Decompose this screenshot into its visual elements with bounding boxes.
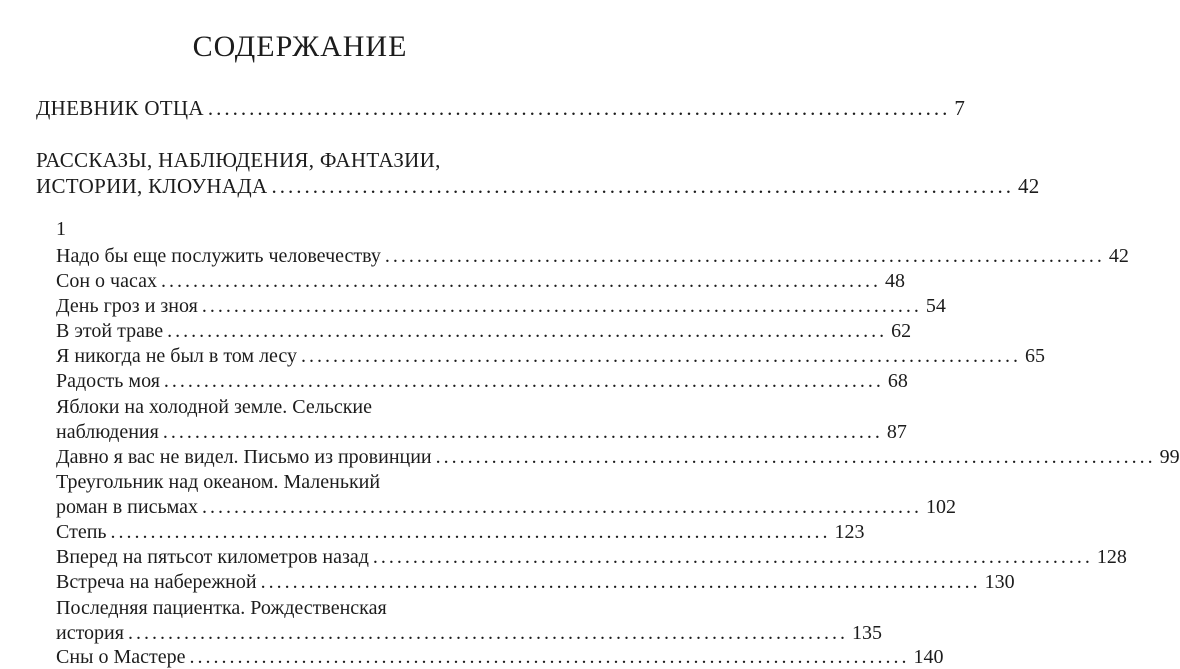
toc-part-title: ДНЕВНИК ОТЦА bbox=[36, 96, 204, 120]
toc-entry-title: история bbox=[56, 622, 124, 644]
toc-entry bbox=[56, 622, 882, 645]
leader-dots: .......................................................................................... bbox=[110, 521, 831, 543]
toc-entry-title-line: Яблоки на холодной земле. Сельские bbox=[56, 396, 372, 418]
leader-dots: .......................................................................................... bbox=[271, 174, 1014, 198]
toc-page-number: 128 bbox=[1096, 546, 1127, 568]
toc-entry-title: Степь bbox=[56, 521, 107, 543]
leader-dots: .......................................................................................... bbox=[207, 96, 951, 120]
leader-dots: .......................................................................................... bbox=[384, 245, 1105, 267]
toc-entry bbox=[56, 646, 944, 669]
toc-part-title: ИСТОРИИ, КЛОУНАДА bbox=[36, 174, 268, 198]
toc-page-number: 102 bbox=[925, 496, 956, 518]
leader-dots: .......................................................................................... bbox=[201, 295, 922, 317]
toc-entry bbox=[56, 245, 1129, 268]
toc-entry bbox=[56, 521, 865, 544]
toc-page-number: 48 bbox=[884, 270, 905, 292]
toc-page-number: 68 bbox=[887, 370, 908, 392]
toc-entry bbox=[56, 345, 1046, 368]
toc-page-number: 140 bbox=[913, 646, 944, 668]
toc-page-number: 54 bbox=[925, 295, 946, 317]
toc-page-number: 42 bbox=[1017, 174, 1040, 198]
toc-entry-title: роман в письмах bbox=[56, 496, 198, 518]
toc-entry-title: День гроз и зноя bbox=[56, 295, 198, 317]
toc-entry-title-line: Последняя пациентка. Рождественская bbox=[56, 597, 387, 619]
toc-entry-title: Сны о Мастере bbox=[56, 646, 186, 668]
toc-part-title-line: РАССКАЗЫ, НАБЛЮДЕНИЯ, ФАНТАЗИИ, bbox=[36, 148, 441, 172]
toc-page-number: 99 bbox=[1159, 446, 1180, 468]
leader-dots: .......................................................................................... bbox=[167, 320, 888, 342]
toc-page-number: 42 bbox=[1108, 245, 1129, 267]
toc-entry bbox=[56, 421, 907, 444]
leader-dots: .......................................................................................... bbox=[127, 622, 848, 644]
toc-page-number: 62 bbox=[891, 320, 912, 342]
toc-entry-title: Надо бы еще послужить человечеству bbox=[56, 245, 381, 267]
toc-page-number: 7 bbox=[954, 96, 966, 120]
toc-entry-title: Я никогда не был в том лесу bbox=[56, 345, 298, 367]
leader-dots: .......................................................................................... bbox=[160, 270, 881, 292]
toc-entry-title: Вперед на пятьсот километров назад bbox=[56, 546, 369, 568]
leader-dots: .......................................................................................... bbox=[201, 496, 922, 518]
toc-entry-title: Радость моя bbox=[56, 370, 160, 392]
toc-page-number: 130 bbox=[984, 571, 1015, 593]
page-title: СОДЕРЖАНИЕ bbox=[192, 30, 408, 63]
toc-entry-title: Встреча на набережной bbox=[56, 571, 257, 593]
leader-dots: .......................................................................................... bbox=[189, 646, 910, 668]
leader-dots: .......................................................................................... bbox=[260, 571, 981, 593]
leader-dots: .......................................................................................... bbox=[162, 421, 883, 443]
toc-entry bbox=[56, 446, 1180, 469]
leader-dots: .......................................................................................... bbox=[301, 345, 1022, 367]
toc-entry bbox=[56, 546, 1127, 569]
toc-page-number: 135 bbox=[851, 622, 882, 644]
toc-entry bbox=[56, 496, 956, 519]
toc-entry bbox=[56, 320, 912, 343]
toc-entry-title: В этой траве bbox=[56, 320, 164, 342]
toc-entry-title: Давно я вас не видел. Письмо из провинции bbox=[56, 446, 432, 468]
leader-dots: .......................................................................................... bbox=[372, 546, 1093, 568]
leader-dots: .......................................................................................... bbox=[435, 446, 1156, 468]
toc-entry-title: Сон о часах bbox=[56, 270, 157, 292]
leader-dots: .......................................................................................... bbox=[163, 370, 884, 392]
toc-entry bbox=[56, 370, 908, 393]
section-number: 1 bbox=[56, 218, 66, 240]
toc-entry-title-line: Треугольник над океаном. Маленький bbox=[56, 471, 381, 493]
toc-part-entry bbox=[36, 174, 1040, 199]
toc-entry bbox=[56, 571, 1015, 594]
toc-entry-title: наблюдения bbox=[56, 421, 159, 443]
toc-page-number: 123 bbox=[834, 521, 865, 543]
toc-page-number: 65 bbox=[1025, 345, 1046, 367]
toc-entry bbox=[56, 270, 905, 293]
toc-entry bbox=[56, 295, 946, 318]
toc-page-number: 87 bbox=[886, 421, 907, 443]
toc-part-entry bbox=[36, 96, 966, 121]
